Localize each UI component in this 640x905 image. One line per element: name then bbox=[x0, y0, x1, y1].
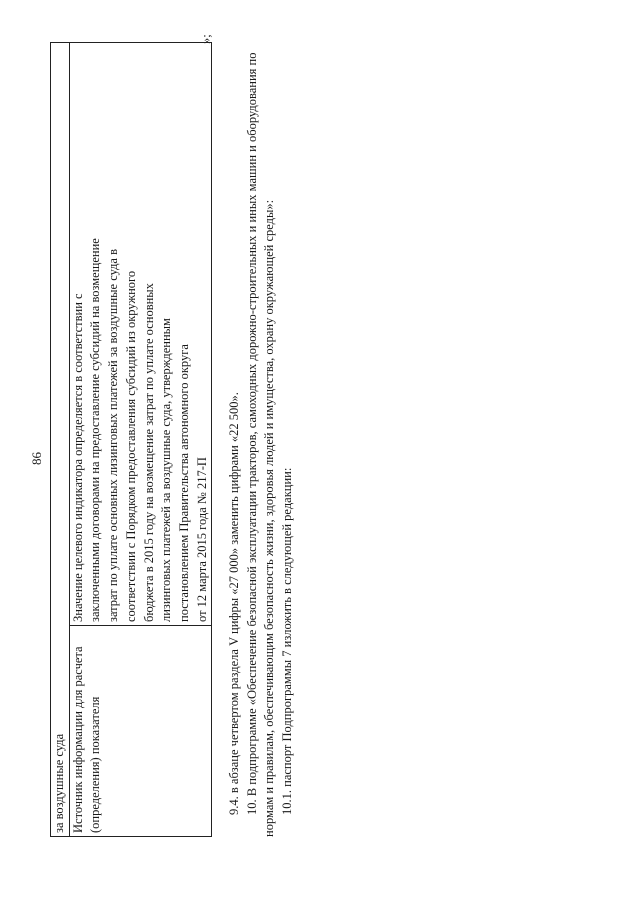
paragraph: 10.1. паспорт Подпрограммы 7 изложить в следующей редакции: bbox=[280, 467, 295, 815]
page-number: 86 bbox=[29, 452, 44, 465]
table-row bbox=[51, 43, 70, 837]
table-row bbox=[69, 43, 212, 837]
value-line: бюджета в 2015 году на возмещение затрат по уплате основных bbox=[141, 283, 156, 622]
table-cell: за воздушные суда bbox=[51, 43, 70, 837]
value-line: лизинговых платежей за воздушные суда, утвержденным bbox=[159, 318, 174, 622]
paragraph: 9.4. в абзаце четвертом раздела V цифры «27 000» заменить цифрами «22 500». bbox=[227, 392, 241, 815]
indicator-table bbox=[50, 42, 212, 837]
body-text bbox=[226, 47, 297, 837]
value-line: постановлением Правительства автономного округа bbox=[176, 344, 191, 622]
table-cell-value bbox=[69, 43, 212, 626]
value-line: соответствии с Порядком предоставления субсидий из окружного bbox=[123, 270, 138, 622]
value-line: Значение целевого индикатора определяется в соответствии с bbox=[70, 293, 85, 622]
value-line: затрат по уплате основных лизинговых платежей за воздушные суда в bbox=[106, 248, 121, 622]
paragraph: 10. В подпрограмме «Обеспечение безопасной эксплуатации тракторов, самоходных дорожно-строительных и иных машин и оборудования по нормам и правилам, обеспечивающим безопасность жизни, здоровья людей и имущества, охрану окружающей среды»: bbox=[244, 52, 277, 837]
closing-quote-mark: »; bbox=[199, 34, 213, 44]
table-cell-label: Источник информации для расчета (определения) показателя bbox=[69, 626, 212, 837]
value-line: от 12 марта 2015 года № 217-П bbox=[194, 457, 209, 622]
value-line: заключенными договорами на предоставление субсидий на возмещение bbox=[88, 238, 103, 622]
